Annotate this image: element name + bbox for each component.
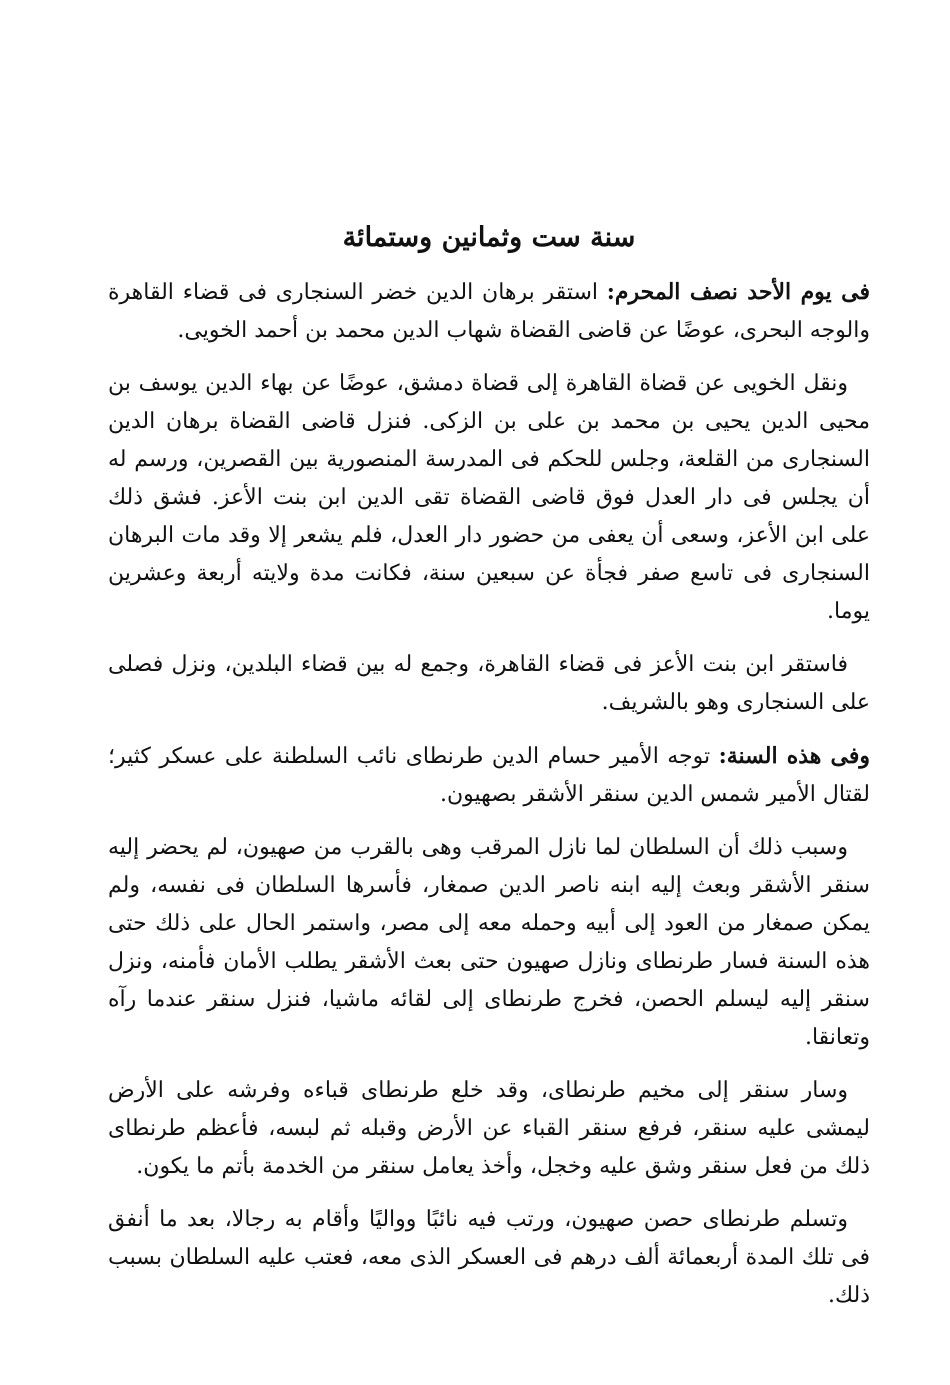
paragraph-3: [108, 646, 870, 722]
paragraph-3-text: فاستقر ابن بنت الأعز فى قضاء القاهرة، وجمع له بين قضاء البلدين، ونزل فصلى على السنجارى وهو بالشريف.: [108, 652, 870, 715]
paragraph-5: [108, 829, 870, 1057]
paragraph-4: [108, 737, 870, 814]
paragraph-7-text: وتسلم طرنطاى حصن صهيون، ورتب فيه نائبًا وواليًا وأقام به رجالا، بعد ما أنفق فى تلك المدة أربعمائة ألف درهم فى العسكر الذى معه، فعتب عليه السلطان بسبب ذلك.: [108, 1207, 870, 1308]
paragraph-6: [108, 1072, 870, 1186]
paragraph-4-text: توجه الأمير حسام الدين طرنطاى نائب السلطنة على عسكر كثير؛ لقتال الأمير شمس الدين سنقر الأشقر بصهيون.: [108, 744, 870, 807]
paragraph-1: [108, 273, 870, 350]
paragraph-5-text: وسبب ذلك أن السلطان لما نازل المرقب وهى بالقرب من صهيون، لم يحضر إليه سنقر الأشقر وبعث إليه ابنه ناصر الدين صمغار، فأسرها السلطان فى نفسه، ولم يمكن صمغار من العود إلى أبيه وحمله معه إلى مصر، واستمر الحال على ذلك حتى هذه السنة فسار طرنطاى ونازل صهيون حتى بعث الأشقر يطلب الأمان فأمنه، ونزل سنقر إليه ليسلم الحصن، فخرج طرنطاى إلى لقائه ماشيا، فنزل سنقر عندما رآه وتعانقا.: [108, 835, 870, 1050]
paragraph-1-text: استقر برهان الدين خضر السنجارى فى قضاء القاهرة والوجه البحرى، عوضًا عن قاضى القضاة شهاب الدين محمد بن أحمد الخويى.: [108, 280, 870, 343]
paragraph-4-lead: وفى هذه السنة:: [718, 743, 870, 769]
paragraph-1-lead: فى يوم الأحد نصف المحرم:: [606, 279, 870, 305]
year-heading: سنة ست وثمانين وستمائة: [342, 222, 636, 253]
paragraph-2: [108, 365, 870, 631]
paragraph-6-text: وسار سنقر إلى مخيم طرنطاى، وقد خلع طرنطاى قباءه وفرشه على الأرض ليمشى عليه سنقر، فرفع سنقر القباء عن الأرض وقبله ثم لبسه، فأعظم طرنطاى ذلك من فعل سنقر وشق عليه وخجل، وأخذ يعامل سنقر من الخدمة بأتم ما يكون.: [108, 1078, 870, 1179]
paragraph-7: [108, 1201, 870, 1315]
paragraph-2-text: ونقل الخويى عن قضاة القاهرة إلى قضاة دمشق، عوضًا عن بهاء الدين يوسف بن محيى الدين يحيى بن محمد بن على بن الزكى. فنزل قاضى القضاة برهان الدين السنجارى من القلعة، وجلس للحكم فى المدرسة المنصورية بين القصرين، ورسم له أن يجلس فى دار العدل فوق قاضى القضاة تقى الدين ابن بنت الأعز. فشق ذلك على ابن الأعز، وسعى أن يعفى من حضور دار العدل، فلم يشعر إلا وقد مات البرهان السنجارى فى تاسع صفر فجأة عن سبعين سنة، فكانت مدة ولايته أربعة وعشرين يوما.: [108, 371, 870, 624]
